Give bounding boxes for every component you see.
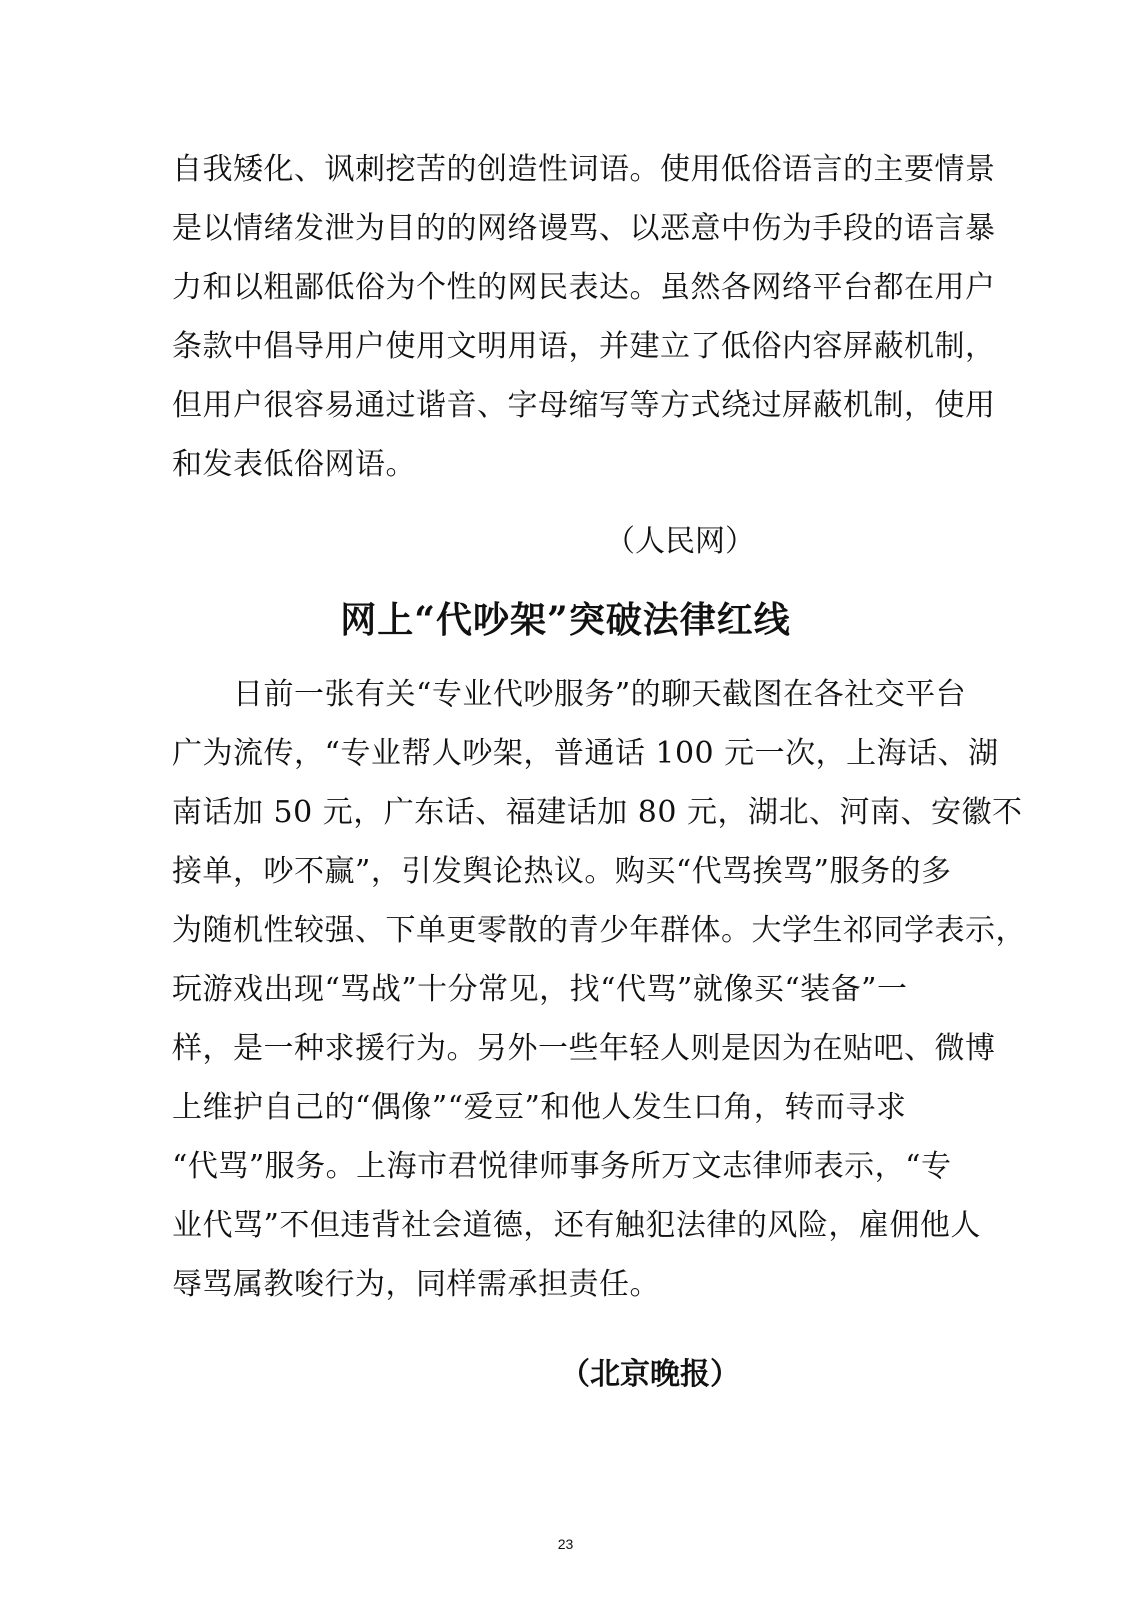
article1-line: 力和以粗鄙低俗为个性的网民表达。虽然各网络平台都在用户: [172, 270, 996, 305]
article2-line: 辱骂属教唆行为，同样需承担责任。: [172, 1267, 660, 1302]
article1-line: 自我矮化、讽刺挖苦的创造性词语。使用低俗语言的主要情景: [172, 152, 996, 187]
article2-line: 日前一张有关“专业代吵服务”的聊天截图在各社交平台: [172, 677, 967, 712]
page-number: 23: [557, 1536, 574, 1552]
article2-line: 为随机性较强、下单更零散的青少年群体。大学生祁同学表示，: [172, 913, 1026, 948]
article2-line: 接单，吵不赢”，引发舆论热议。购买“代骂挨骂”服务的多: [172, 854, 952, 889]
article2-line: 玩游戏出现“骂战”十分常见，找“代骂”就像买“装备”一: [172, 972, 908, 1007]
article2-body: [172, 665, 1026, 1314]
article1-body: [172, 140, 996, 494]
article1-line: 是以情绪发泄为目的的网络谩骂、以恶意中伤为手段的语言暴: [172, 211, 996, 246]
article2-source: （北京晚报）: [560, 1357, 740, 1392]
article2-line: 广为流传，“专业帮人吵架，普通话 100 元一次，上海话、湖: [172, 736, 999, 771]
article1-line: 但用户很容易通过谐音、字母缩写等方式绕过屏蔽机制，使用: [172, 388, 996, 423]
article2-line: 上维护自己的“偶像”“爱豆”和他人发生口角，转而寻求: [172, 1090, 907, 1125]
article1-line: 和发表低俗网语。: [172, 447, 416, 482]
article2-line: 业代骂”不但违背社会道德，还有触犯法律的风险，雇佣他人: [172, 1208, 981, 1243]
article2-line: 南话加 50 元，广东话、福建话加 80 元，湖北、河南、安徽不: [172, 795, 1023, 830]
article2-title: 网上“代吵架”突破法律红线: [340, 599, 791, 641]
article2-line: “代骂”服务。上海市君悦律师事务所万文志律师表示，“专: [172, 1149, 952, 1184]
article2-line: 样，是一种求援行为。另外一些年轻人则是因为在贴吧、微博: [172, 1031, 996, 1066]
article1-line: 条款中倡导用户使用文明用语，并建立了低俗内容屏蔽机制，: [172, 329, 996, 364]
article1-source: （人民网）: [605, 524, 755, 559]
